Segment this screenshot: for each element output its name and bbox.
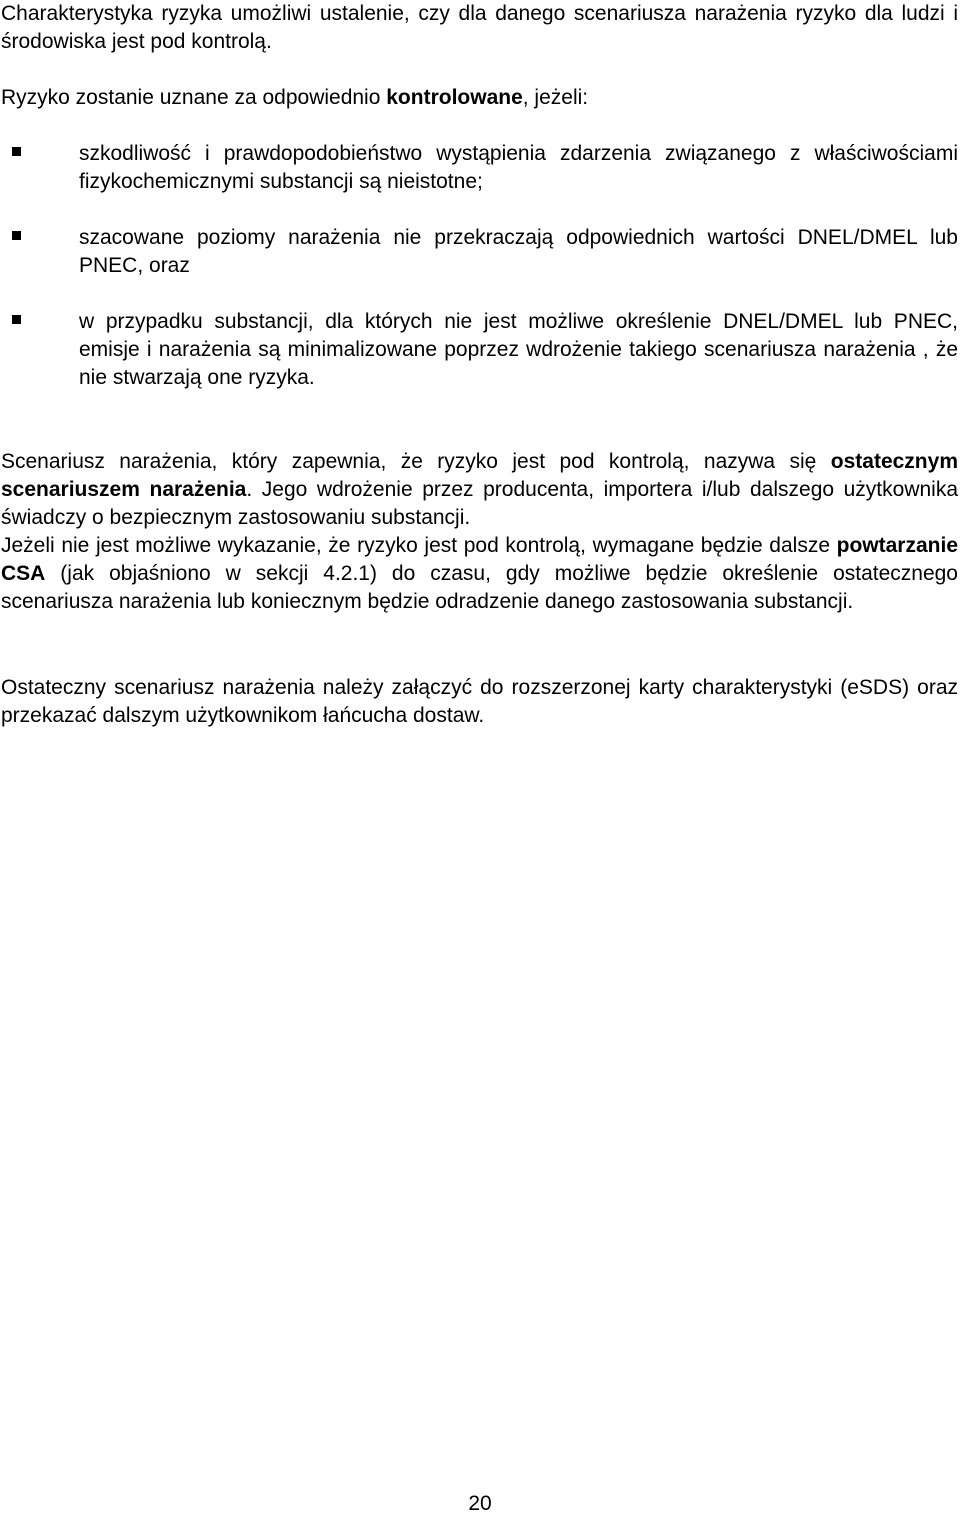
repeat-csa-prefix: Jeżeli nie jest możliwe wykazanie, że ryzyko jest pod kontrolą, wymagane będzie dalsze — [1, 534, 837, 557]
esds-paragraph: Ostateczny scenariusz narażenia należy załączyć do rozszerzonej karty charakterystyki (eSDS) oraz przekazać dalszym użytkownikom łańcucha dostaw. — [1, 676, 958, 727]
square-bullet-icon — [12, 315, 21, 324]
controlled-condition-paragraph — [1, 84, 958, 112]
bullet-text: szkodliwość i prawdopodobieństwo wystąpienia zdarzenia związanego z właściwościami fizykochemicznymi substancji są nieistotne; — [79, 142, 958, 193]
final-scenario-suffix: . Jego wdrożenie przez producenta, importera i/lub dalszego użytkownika świadczy o bezpiecznym zastosowaniu substancji. — [1, 478, 959, 529]
controlled-condition-suffix: , jeżeli: — [522, 86, 589, 109]
page-number: 20 — [468, 1492, 492, 1515]
final-scenario-bold: ostatecznym scenariuszem narażenia — [1, 450, 958, 501]
repeat-csa-bold: powtarzanie CSA — [1, 534, 958, 585]
intro-paragraph: Charakterystyka ryzyka umożliwi ustalenie, czy dla danego scenariusza narażenia ryzyko dla ludzi i środowiska jest pod kontrolą. — [1, 2, 958, 53]
bullet-text: szacowane poziomy narażenia nie przekraczają odpowiednich wartości DNEL/DMEL lub PNEC, oraz — [79, 226, 958, 277]
square-bullet-icon — [12, 231, 21, 240]
controlled-condition-prefix: Ryzyko zostanie uznane za odpowiednio — [1, 86, 387, 109]
square-bullet-icon — [12, 147, 21, 156]
final-scenario-prefix: Scenariusz narażenia, który zapewnia, że ryzyko jest pod kontrolą, nazywa się — [1, 450, 831, 473]
bullet-text: w przypadku substancji, dla których nie jest możliwe określenie DNEL/DMEL lub PNEC, emisje i narażenia są minimalizowane poprzez wdrożenie takiego scenariusza narażenia , że nie stwarzają one ryzyka. — [79, 310, 958, 389]
repeat-csa-paragraph — [1, 532, 958, 616]
final-scenario-paragraph — [1, 448, 958, 532]
controlled-condition-bold: kontrolowane — [386, 86, 523, 109]
repeat-csa-suffix: (jak objaśniono w sekcji 4.2.1) do czasu, gdy możliwe będzie określenie ostatecznego scenariusza narażenia lub koniecznym będzie odradzenie danego zastosowania substancji. — [1, 562, 958, 613]
